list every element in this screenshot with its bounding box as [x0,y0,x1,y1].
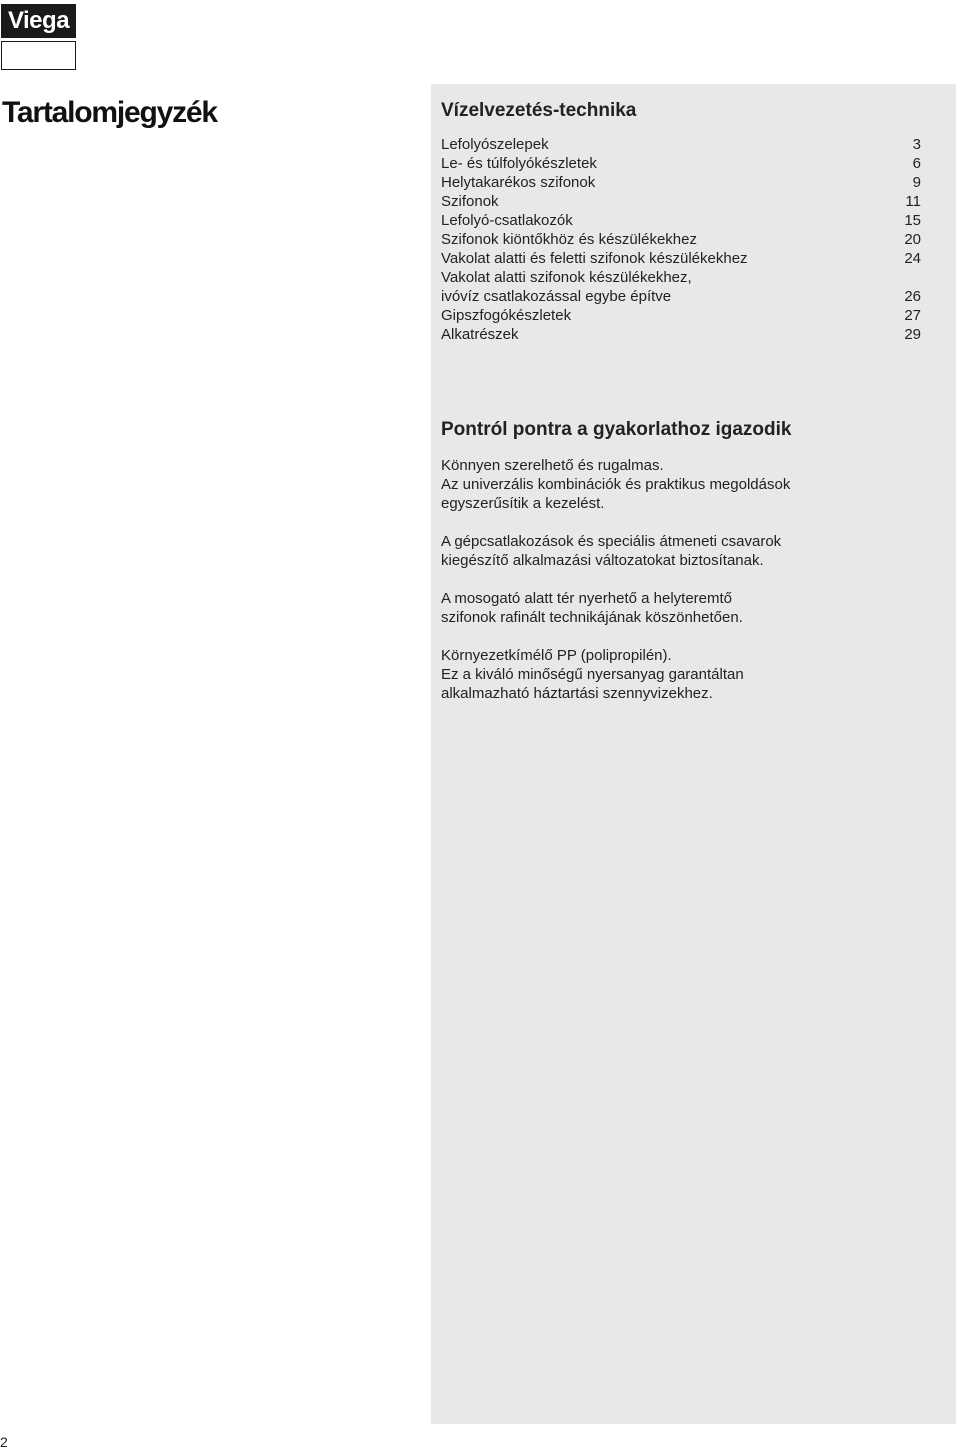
feature-paragraph: Könnyen szerelhető és rugalmas. Az univerzális kombinációk és praktikus megoldások egyszerűsítik a kezelést. [441,457,791,512]
toc-item-label: Lefolyószelepek [441,136,549,153]
toc-item-label: Szifonok kiöntőkhöz és készülékekhez [441,231,697,248]
toc-item [441,249,921,268]
feature-body [441,456,941,722]
feature-paragraph: Környezetkímélő PP (polipropilén). Ez a kiváló minőségű nyersanyag garantáltan alkalmazható háztartási szennyvizekhez. [441,647,744,702]
toc-item-label: Lefolyó-csatlakozók [441,212,573,229]
toc-item [441,211,921,230]
toc-item [441,192,921,211]
toc-item-label: Alkatrészek [441,326,519,343]
page-title: Tartalomjegyzék [2,96,217,129]
toc-item-page: 9 [912,174,921,191]
feature-paragraph: A mosogató alatt tér nyerhető a helyteremtő szifonok rafinált technikájának köszönhetően. [441,590,743,626]
logo-box [1,41,76,70]
toc-item [441,230,921,249]
toc-item-page: 11 [905,193,921,210]
page-number: 2 [0,1434,8,1450]
toc-item-label: Szifonok [441,193,499,210]
toc-item-label: Vakolat alatti és feletti szifonok készülékekhez [441,250,748,267]
feature-paragraph: A gépcsatlakozások és speciális átmeneti csavarok kiegészítő alkalmazási változatokat biztosítanak. [441,533,782,569]
toc-item-page: 3 [912,136,921,153]
toc-item-page: 15 [904,212,921,229]
toc-item-label: Gipszfogókészletek [441,307,572,324]
toc-item-page: 20 [904,231,921,248]
toc-item [441,135,921,154]
toc-item-page: 26 [904,288,921,305]
toc-section-title: Vízelvezetés-technika [441,100,637,121]
toc-item-label: Helytakarékos szifonok [441,174,596,191]
feature-section-title: Pontról pontra a gyakorlathoz igazodik [441,419,792,440]
viega-logo [1,4,76,68]
toc-item [441,173,921,192]
content-panel [431,84,956,1424]
toc-item [441,306,921,325]
toc-item [441,154,921,173]
toc-item [441,325,921,344]
toc-item-page: 6 [912,155,921,172]
toc-item-page: 27 [904,307,921,324]
toc-item-label: Le- és túlfolyókészletek [441,155,597,172]
toc-item-page: 29 [904,326,921,343]
toc-list [441,135,921,344]
logo-wordmark: Viega [1,4,76,38]
toc-item [441,268,921,306]
toc-item-label: Vakolat alatti szifonok készülékekhez, ivóvíz csatlakozással egybe építve [441,269,692,305]
toc-item-page: 24 [904,250,921,267]
